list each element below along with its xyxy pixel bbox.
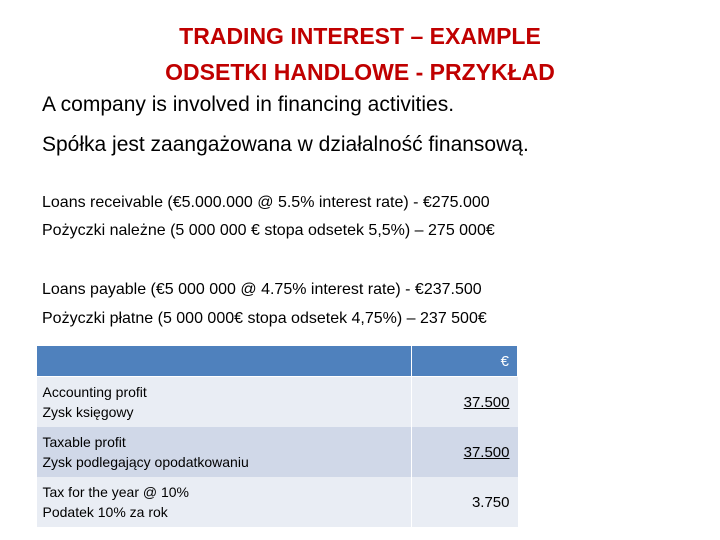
profit-tax-table — [36, 345, 518, 527]
row-value: 37.500 — [412, 377, 518, 428]
row-label — [37, 377, 412, 428]
row-label-pl: Zysk podlegający opodatkowaniu — [42, 454, 249, 470]
slide-title-pl: ODSETKI HANDLOWE - PRZYKŁAD — [165, 59, 555, 85]
intro-text-pl: Spółka jest zaangażowana w działalność finansową. — [42, 133, 529, 156]
row-label — [37, 477, 412, 527]
table-header-empty-cell — [37, 346, 412, 377]
row-label — [37, 427, 412, 477]
table-header-row — [37, 346, 518, 377]
loans-receivable-pl: Pożyczki należne (5 000 000 € stopa odsetek 5,5%) – 275 000€ — [42, 222, 495, 239]
row-value: 37.500 — [412, 427, 518, 477]
table-row-accounting-profit — [37, 377, 518, 428]
table-row-taxable-profit — [37, 427, 518, 477]
row-label-en: Taxable profit — [42, 434, 126, 450]
loans-payable-pl: Pożyczki płatne (5 000 000€ stopa odsetek 4,75%) – 237 500€ — [42, 310, 487, 327]
currency-header: € — [412, 346, 518, 377]
row-label-pl: Podatek 10% za rok — [42, 504, 168, 520]
loans-payable-en: Loans payable (€5 000 000 @ 4.75% interest rate) - €237.500 — [42, 281, 482, 298]
slide-title-en: TRADING INTEREST – EXAMPLE — [179, 23, 541, 49]
row-label-en: Accounting profit — [42, 384, 147, 400]
row-value: 3.750 — [412, 477, 518, 527]
loans-receivable-en: Loans receivable (€5.000.000 @ 5.5% interest rate) - €275.000 — [42, 194, 490, 211]
table-row-tax-for-year — [37, 477, 518, 527]
intro-text-en: A company is involved in financing activities. — [42, 93, 455, 116]
row-label-en: Tax for the year @ 10% — [42, 484, 190, 500]
row-label-pl: Zysk księgowy — [42, 404, 134, 420]
